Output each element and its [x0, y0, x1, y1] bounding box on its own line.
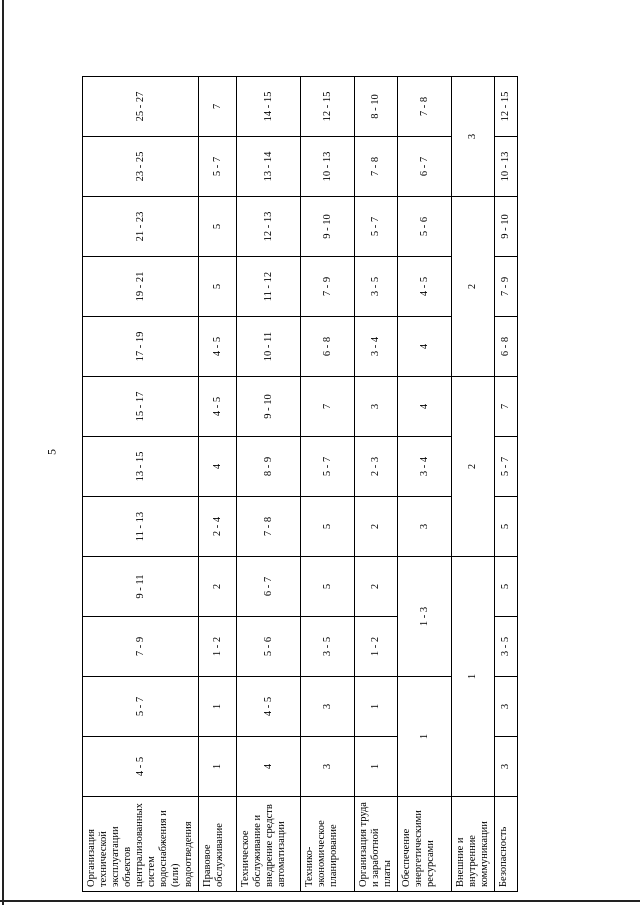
table-cell: 4: [397, 317, 451, 377]
table-cell: 5 - 7: [198, 137, 236, 197]
table-cell: 10 - 11: [236, 317, 300, 377]
range-cell: 11 - 13: [83, 497, 199, 557]
table-cell: 7 - 9: [300, 257, 354, 317]
range-cell: 17 - 19: [83, 317, 199, 377]
table-cell-merged: 3: [451, 77, 494, 197]
table-cell: 5: [300, 497, 354, 557]
row-label: Техническое обслуживание и внедрение средств автоматизации: [236, 797, 300, 892]
table-cell: 11 - 12: [236, 257, 300, 317]
table-cell: 3 - 5: [494, 617, 517, 677]
table-cell: 4: [198, 437, 236, 497]
table-cell: 10 - 13: [494, 137, 517, 197]
table-cell: 7 - 9: [494, 257, 517, 317]
range-cell: 9 - 11: [83, 557, 199, 617]
table-cell: 8 - 9: [236, 437, 300, 497]
table-cell: 4 - 5: [198, 317, 236, 377]
table-cell: 12 - 15: [494, 77, 517, 137]
table-cell: 10 - 13: [300, 137, 354, 197]
table-cell: 6 - 7: [397, 137, 451, 197]
table-cell: 6 - 8: [494, 317, 517, 377]
table-cell: 3: [300, 737, 354, 797]
table-cell: 8 - 10: [354, 77, 397, 137]
table-cell: 2: [354, 557, 397, 617]
table-cell: 3: [354, 377, 397, 437]
row-label: Внешние и внутренние коммуникации: [451, 797, 494, 892]
table-cell: 5 - 6: [397, 197, 451, 257]
range-cell: 15 - 17: [83, 377, 199, 437]
row-label: Безопасность: [494, 797, 517, 892]
table-cell: 4 - 5: [198, 377, 236, 437]
table-cell: 4: [397, 377, 451, 437]
table-cell: 3: [494, 677, 517, 737]
row-label: Организация труда и заработной платы: [354, 797, 397, 892]
range-cell: 13 - 15: [83, 437, 199, 497]
table-row: [451, 77, 494, 892]
table-cell: 5 - 7: [494, 437, 517, 497]
table-cell: 7: [494, 377, 517, 437]
table-cell: 4 - 5: [397, 257, 451, 317]
table-cell-merged: 1: [397, 677, 451, 797]
table-cell: 1: [198, 737, 236, 797]
table-row: [300, 77, 354, 892]
table-cell: 4: [236, 737, 300, 797]
table-cell: 1 - 2: [198, 617, 236, 677]
table-cell: 14 - 15: [236, 77, 300, 137]
staffing-table: [82, 76, 518, 892]
table-cell: 5: [198, 197, 236, 257]
table-cell: 6 - 8: [300, 317, 354, 377]
table-cell: 9 - 10: [236, 377, 300, 437]
table-cell: 3: [397, 497, 451, 557]
range-cell: 5 - 7: [83, 677, 199, 737]
table-cell: 12 - 13: [236, 197, 300, 257]
table-cell: 6 - 7: [236, 557, 300, 617]
table-cell-merged: 1 - 3: [397, 557, 451, 677]
table-cell: 7: [198, 77, 236, 137]
table-cell: 9 - 10: [494, 197, 517, 257]
table-cell: 7 - 8: [397, 77, 451, 137]
table-cell: 12 - 15: [300, 77, 354, 137]
table-cell: 4 - 5: [236, 677, 300, 737]
table-row: [354, 77, 397, 892]
table-cell: 2: [354, 497, 397, 557]
table-row: [236, 77, 300, 892]
page-left-border: [2, 0, 4, 905]
table-cell: 1: [198, 677, 236, 737]
table-cell: 2 - 4: [198, 497, 236, 557]
table-cell: 1: [354, 677, 397, 737]
table-cell: 5: [198, 257, 236, 317]
range-cell: 21 - 23: [83, 197, 199, 257]
table-cell: 7 - 8: [354, 137, 397, 197]
table-row-header: [83, 77, 199, 892]
table-cell: 3 - 4: [397, 437, 451, 497]
table-cell-merged: 2: [451, 197, 494, 377]
table-cell: 9 - 10: [300, 197, 354, 257]
table-cell: 2: [198, 557, 236, 617]
table-cell: 5: [494, 497, 517, 557]
page-number: 5: [44, 449, 59, 455]
range-cell: 7 - 9: [83, 617, 199, 677]
range-cell: 25 - 27: [83, 77, 199, 137]
table-cell: 3 - 5: [300, 617, 354, 677]
table-cell: 7 - 8: [236, 497, 300, 557]
range-cell: 23 - 25: [83, 137, 199, 197]
range-cell: 19 - 21: [83, 257, 199, 317]
table-cell: 3: [300, 677, 354, 737]
table-cell: 13 - 14: [236, 137, 300, 197]
row-label: Организация технической эксплуатации объектов централизованных систем водоснабжения и (или) водоотведения: [83, 797, 199, 892]
row-label: Технико-экономическое планирование: [300, 797, 354, 892]
row-label: Обеспечение энергетическими ресурсами: [397, 797, 451, 892]
table-cell: 7: [300, 377, 354, 437]
table-cell: 3 - 5: [354, 257, 397, 317]
table-cell: 5 - 7: [300, 437, 354, 497]
page-bottom-border: [0, 900, 640, 902]
table-cell: 5 - 6: [236, 617, 300, 677]
table-cell: 5: [494, 557, 517, 617]
table-cell: 3 - 4: [354, 317, 397, 377]
table-cell: 2 - 3: [354, 437, 397, 497]
table-row: [397, 77, 451, 892]
table-cell-merged: 2: [451, 377, 494, 557]
table-cell: 3: [494, 737, 517, 797]
row-label: Правовое обслуживание: [198, 797, 236, 892]
table-row: [198, 77, 236, 892]
rotated-table-wrapper: [82, 77, 512, 892]
range-cell: 4 - 5: [83, 737, 199, 797]
table-row: [494, 77, 517, 892]
table-cell: 5 - 7: [354, 197, 397, 257]
table-cell: 1 - 2: [354, 617, 397, 677]
table-cell: 1: [354, 737, 397, 797]
table-cell-merged: 1: [451, 557, 494, 797]
table-cell: 5: [300, 557, 354, 617]
